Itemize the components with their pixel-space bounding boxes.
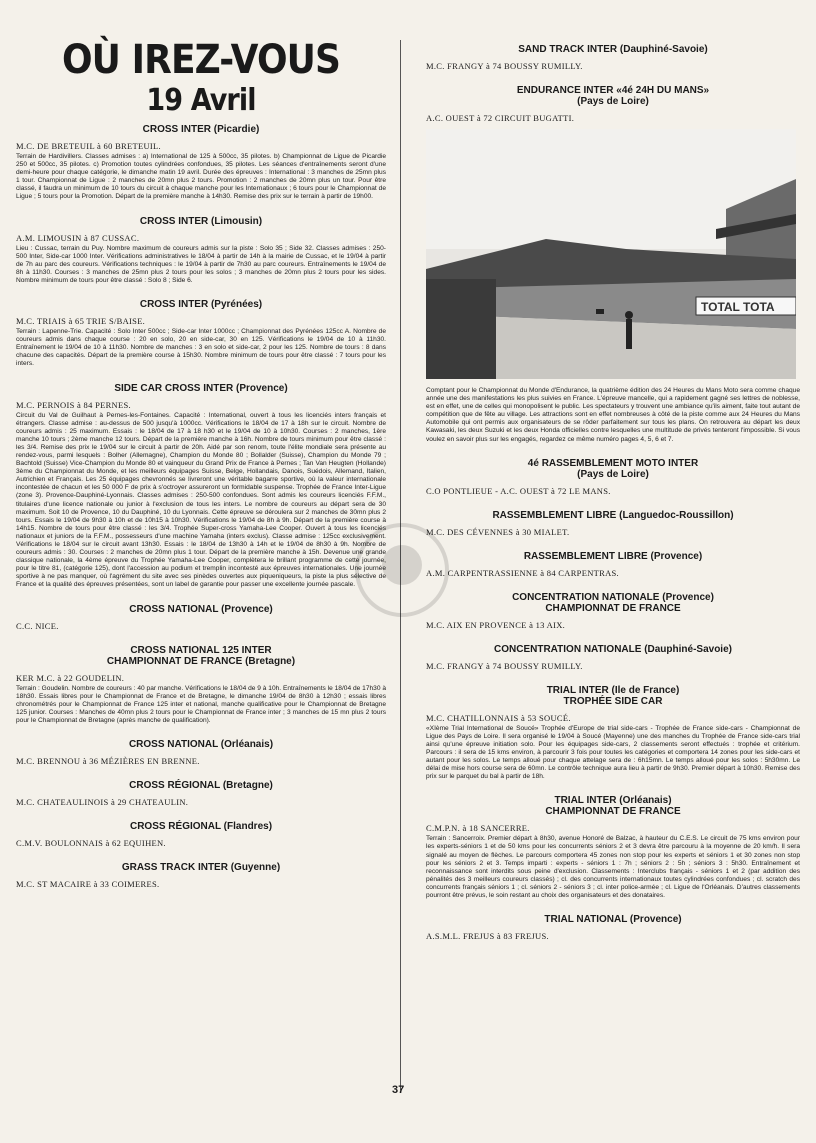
event-title: SAND TRACK INTER (Dauphiné-Savoie) [518, 44, 708, 55]
event-heading [426, 44, 800, 55]
left-column [16, 36, 386, 891]
event-details: Terrain : Goudelin. Nombre de coureurs : 40 par manche. Vérifications le 18/04 de 9 à 10h. Entraînements le 18/04 de 17h30 à 18h30. Essais libres pour le Championnat de France et de Bretagne, le dimanche 19/04 de 8h30 à 12h30 ; essais libres chronométrés pour le Championnat de France 125 inter et national, manche qualificative pour le Championnat de Bretagne 125 junior. Courses : Manches de 40mn plus 2 tours pour le Championnat de France inter ; 3 manches de 15 mn plus 2 tours pour le Championnat de Bretagne (après manche de qualification). [16, 684, 386, 724]
event-subtitle: TROPHÉE SIDE CAR [563, 695, 663, 707]
event-title: TRIAL NATIONAL (Provence) [544, 914, 682, 926]
event-heading [426, 551, 800, 562]
organizer-club: A.M. CARPENTRASSIENNE à 84 CARPENTRAS. [426, 567, 619, 578]
event-title: GRASS TRACK INTER (Guyenne) [121, 862, 281, 874]
organizer-club: M.C. DE BRETEUIL à 60 BRETEUIL. [16, 141, 161, 151]
event-entry [426, 458, 800, 496]
event-title: RASSEMBLEMENT LIBRE (Languedoc-Roussillon) [492, 509, 734, 521]
watermark-stamp [352, 520, 452, 620]
organizer-club: M.C. BRENNOU à 36 MÉZIÈRES EN BRENNE. [16, 756, 200, 767]
event-entry [16, 383, 386, 590]
photo-article: Comptant pour le Championnat du Monde d'Endurance, la quatrième édition des 24 Heures du Mans Moto sera comme chaque année une des manifestations les plus suivies en France. L'épreuve mancelle, qui a rapidement gagné ses lettres de noblesse, est en effet, une de celles qui monopolisent le public. Les spectateurs y trouvent une ambiance qu'ils aiment, faite tout autant de compétition que de fête au village. Les attractions sont en effet nombreuses à côté de la piste comme aux 24 Heures du Mans Automobile qui ont permis aux organisateurs de se rôder parfaitement sur tous les plans. On retrouvera au départ les deux Kawasaki, les deux Suzuki et les deux Honda officielles contre lesquelles une multitude de privés tenteront l'impossible. Si vous voulez en savoir plus sur les engagés, regardez ce même numéro pages 4, 5, 6 et 7. [426, 387, 800, 443]
event-heading [426, 795, 800, 817]
event-subtitle: CHAMPIONNAT DE FRANCE (Bretagne) [106, 655, 296, 667]
event-heading [426, 510, 800, 521]
event-title: TRIAL INTER (Ile de France) [546, 684, 680, 696]
event-title: SIDE CAR CROSS INTER (Provence) [114, 382, 288, 394]
event-title: CROSS INTER (Limousin) [139, 215, 263, 227]
event-details: Terrain : Lapenne-Trie. Capacité : Solo Inter 500cc ; Side-car Inter 1000cc ; Championnat des Pyrénées 125cc A. Nombre de coureurs admis dans chaque course : 20 en solo, 20 en side-car, 30 en 125. Vérifications le 19/04 de 10 à 11h30. Entraînement le 19/04 de 10 à 11h30. Nombre de manches : 3 en solo et side-car, 2 pour les 125. Nombre de tours : 8 dans chacune des capacités. Départ de la première course à 15h30. Nombre minimum de tours pour être classé : 7 tours pour les inters. [16, 328, 386, 368]
event-entry [426, 44, 800, 71]
event-entry [426, 85, 800, 123]
event-heading [426, 685, 800, 707]
event-title: RASSEMBLEMENT LIBRE (Provence) [523, 550, 703, 562]
organizer-club: M.C. TRIAIS à 65 TRIE S/BAISE. [16, 316, 146, 327]
event-heading [426, 85, 800, 107]
organizer-club: M.C. ST MACAIRE à 33 COIMERES. [16, 879, 160, 890]
event-entry [426, 914, 800, 941]
organizer-club: KER M.C. à 22 GOUDELIN. [16, 672, 125, 683]
event-title: TRIAL INTER (Orléanais) [554, 795, 672, 807]
event-details: Terrain de Hardivillers. Classes admises : a) International de 125 à 500cc, 35 pilotes. b) Championnat de Ligue de Picardie 250 et 500cc, 35 pilotes. c) Promotion toutes cylindrées confondues, 35 pilotes. Les séances d'entraînements seront d'une demi-heure pour chaque catégorie, le dimanche matin 19 avril. Durée des épreuves : International : 3 manches de 25mn plus 1 tour. Championnat de Ligue : 2 manches de 20mn plus 2 tours. Promotion : 2 manches de 20mn plus un tour. Pour être classé, il faudra un minimum de 10 tours du circuit à chaque manche pour les Internationaux ; 6 tours pour le Championnat de Ligue ; 5 tours pour la Promotion. Départ de la première manche à 14h30. Remise des prix sur le terrain à partir de 19h00. [16, 153, 386, 201]
event-heading [16, 216, 386, 227]
event-entry [16, 645, 386, 725]
event-heading [426, 644, 800, 655]
event-heading [16, 299, 386, 310]
event-entry [16, 604, 386, 631]
event-entry [16, 124, 386, 202]
organizer-club: A.M. LIMOUSIN à 87 CUSSAC. [16, 232, 140, 243]
event-heading [16, 821, 386, 832]
event-entry [426, 551, 800, 578]
event-heading [426, 458, 800, 480]
event-details: Circuit du Val de Guilhaut à Pernes-les-Fontaines. Capacité : International, ouvert à tous les licenciés inters français et étrangers. Classe admise : au-dessus de 500 jusqu'à 1000cc. Vérifications le 18/04 de 17 à 18h sur le circuit. Nombre de coureurs admis : 25 maximum. Essais : le 18/04 de 17 à 18 h30 et le 19/04 de 10 à 10h30. Courses : 2 manches, 1ère manche 10 tours ; 2ème manche 12 tours. Départ de la première manche à 16h. Nombre de tours minimum pour être classé : les 3/4. Remise des prix le 19/04 sur le circuit à partir de 20h. Aidé par son renom, toute l'élite mondiale sera présente au rendez-vous, parmi lesquels : Bolher (Allemagne), Champion du Monde 80 ; Bollalder (Suisse), Champion du Monde 79 ; Bachtold (Suisse) Vice-Champion du Monde 80 et vainqueur du Grand Prix de France à Pernes ; Tan Van Heugten (Hollande) 3ème du Championnat du Monde, et les meilleurs équipages Suisse, Belge, Hollandais, Danois, Suédois, Allemand, Italien, Autrichien et Français. Les 25 équipages chevronnés se livreront une véritable bagarre sportive, où la valeur internationale incontestée de chacun et les 50 000 F de prix à s'octroyer assureront un formidable suspense. Trophée de France Inter-Ligue (zone 3). Provence-Dauphiné-Lyonnais. Classes admises : 250-500 confondues. Sont admis les coureurs licenciés F.F.M., titulaires d'une licence nationale ou junior à l'exclusion de tous les inters. Le nombre de coureurs au départ sera de 30 maximum. Soit 10 de Provence, 10 du Dauphiné, 10 du Lyonnais. Cette épreuve se déroulera sur 2 manches de 30mn plus 2 tours. Essais le 19/04 de 9h30 à 10h et de 10h15 à 10h30. Vérifications le 19/04 de 8h à 9h. Départ de la première course à 14h15. Nombre de tours pour être classé : les 3/4. Trophée Super-cross Yamaha-Lee Cooper. Ouvert à tous les licenciés nationaux et juniors de la F.F.M., possesseurs d'une machine Yamaha (inters exclus). Classe admise : 125cc exclusivement. Vérifications le 18/04 sur le circuit avant 13h30. Essais : le 18/04 de 13h30 à 14h et le 19/04 de 8h30 à 9h. Nombre de coureurs admis : 30. Courses : 2 manches de 20mn plus 1 tour. Départ de la première manche à 15h. Devenue une grande classique nationale, la 4ème épreuve du Trophée Yamaha-Lee Cooper, complètera le brillant programme de cette journée, pour le titre 81, (catégorie 125), dont l'accession au podium et tremplin incontesté aux épreuves internationales. Une journée sportive à ne pas manquer, où l'agrément du site avec ses pinèdes ouvertes aux piqueniqueurs, la piste la plus sélective de France et la qualité des épreuves présentées, sont un label de garantie pour passer une excellente journée pascale. [16, 411, 386, 589]
event-subtitle: (Pays de Loire) [577, 96, 649, 107]
race-photo [426, 129, 796, 379]
event-title: 4é RASSEMBLEMENT MOTO INTER [527, 457, 699, 469]
event-subtitle: (Pays de Loire) [577, 468, 649, 480]
event-heading [16, 739, 386, 750]
event-title: CONCENTRATION NATIONALE (Dauphiné-Savoie) [494, 643, 732, 655]
event-entry [426, 795, 800, 900]
event-entry [16, 862, 386, 889]
event-title: CROSS RÉGIONAL (Bretagne) [129, 780, 273, 792]
event-title: CROSS INTER (Pyrénées) [139, 299, 263, 311]
event-entry [16, 216, 386, 285]
event-title: CROSS NATIONAL (Provence) [129, 603, 273, 615]
event-subtitle: CHAMPIONNAT DE FRANCE [545, 602, 681, 614]
sponsor-banner-text: TOTAL TOTA [701, 300, 775, 314]
right-top-events [426, 44, 800, 123]
event-title: CROSS NATIONAL (Orléanais) [128, 739, 274, 751]
event-details: Lieu : Cussac, terrain du Puy. Nombre maximum de coureurs admis sur la piste : Solo 35 ; Side 32. Classes admises : 250-500 Inter, Side-car 1000 Inter. Vérifications administratives le 18/04 à partir de 14h à la mairie de Cussac, et le 19/04 à partir de 7h au parc des coureurs. Vérifications techniques : le 19/04 à partir de 7h30 au parc coureurs. Entraînements le 19/04 de 8h à 11h30. Courses : 3 manches de 25mn plus 2 tours pour les solos ; 3 manches de 20mn plus 2 tours pour les sides. Nombre minimum de tours pour être classé : Solo 8 ; Side 6. [16, 244, 386, 284]
event-entry [16, 299, 386, 368]
event-entry [16, 739, 386, 766]
page-date: 19 Avril [146, 83, 256, 118]
event-title: CROSS INTER (Picardie) [142, 124, 260, 135]
event-entry [426, 685, 800, 782]
event-title: CONCENTRATION NATIONALE (Provence) [512, 591, 714, 603]
page-number: 37 [392, 1084, 405, 1096]
event-title: CROSS RÉGIONAL (Flandres) [129, 821, 273, 833]
event-heading [426, 914, 800, 925]
organizer-club: M.C. FRANGY à 74 BOUSSY RUMILLY. [426, 61, 583, 71]
event-entry [426, 592, 800, 630]
event-heading [16, 862, 386, 873]
organizer-club: C.M.P.N. à 18 SANCERRE. [426, 823, 530, 834]
organizer-club: C.O PONTLIEUE - A.C. OUEST à 72 LE MANS. [426, 485, 611, 496]
organizer-club: A.C. OUEST à 72 CIRCUIT BUGATTI. [426, 113, 575, 123]
organizer-club: M.C. CHATEAULINOIS à 29 CHATEAULIN. [16, 797, 189, 808]
event-heading [16, 604, 386, 615]
event-title: ENDURANCE INTER «4é 24H DU MANS» [516, 85, 710, 96]
organizer-club: M.C. AIX EN PROVENCE à 13 AIX. [426, 619, 566, 630]
event-heading [16, 645, 386, 667]
page-title: OÙ IREZ-VOUS [61, 37, 341, 83]
organizer-club: C.C. NICE. [16, 620, 59, 631]
event-subtitle: CHAMPIONNAT DE FRANCE [545, 806, 681, 818]
organizer-club: M.C. PERNOIS à 84 PERNES. [16, 399, 131, 410]
left-events [16, 124, 386, 889]
event-entry [426, 510, 800, 537]
organizer-club: M.C. FRANGY à 74 BOUSSY RUMILLY. [426, 660, 583, 671]
organizer-club: C.M.V. BOULONNAIS à 62 EQUIHEN. [16, 838, 166, 849]
event-heading [426, 592, 800, 614]
organizer-club: M.C. DES CÉVENNES à 30 MIALET. [426, 526, 570, 537]
event-title: CROSS NATIONAL 125 INTER [130, 644, 272, 656]
event-entry [16, 780, 386, 807]
organizer-club: M.C. CHATILLONNAIS à 53 SOUCÉ. [426, 712, 571, 723]
event-entry [16, 821, 386, 848]
event-heading [16, 383, 386, 394]
right-column [426, 36, 800, 943]
event-details: «XIème Trial International de Soucé» Trophée d'Europe de trial side-cars - Trophée de France side-cars - Championnat de Ligue des Pays de Loire. Il sera organisé le 19/04 à Soucé (Mayenne) une des manches du Trophée de France side-cars trial ainsi qu'une épreuve initiation solo. Pour les équipages side-cars, 2 classements seront effectués : trophée et critérium. Parcours : il sera de 15 kms environ, à parcourir 3 fois pour toutes les catégories et comportera 14 zones pour les side-cars et autant pour les solos. Le temps alloué pour chaque attelage sera de : 6h15mn. Le temps alloué pour les solos : 5h30mn. Le délai de mise hors course sera de 60mn. Le contrôle technique aura lieu à partir de 9h30. Premier départ à 10h30. Remise des prix sur le parquet du bal à partir de 18h. [426, 724, 800, 781]
event-entry [426, 644, 800, 671]
event-heading [16, 780, 386, 791]
organizer-club: A.S.M.L. FREJUS à 83 FREJUS. [426, 931, 549, 942]
right-bottom-events [426, 458, 800, 941]
event-details: Terrain : Sancerroix. Premier départ à 8h30, avenue Honoré de Balzac, à hauteur du C.E.S. Le circuit de 75 kms environ pour les experts-séniors 1 et de 50 kms pour les concurrents séniors 2 et 3 devra être parcouru à la moyenne de 20 km/h. Il sera signalé au moyen de flèches. Le parcours comportera 45 zones non stop pour les experts et séniors 1 et 30 zones non stop pour les séniors 2 et 3. Temps imparti : experts - séniors 1 : 7h ; séniors 2 : 5h ; séniors 3 : 5h30. Entraînement et reconnaissance sont interdits sous peine d'exclusion. Classements : Interclubs français - séniors 1 et 2 (par addition des pénalités des 3 meilleurs coureurs classés) ; cl. des concurrents internationaux toutes cylindrées confondues ; cl. scratch des concurrents français séniors 1 ; cl. séniors 2 - séniors 3 ; cl. inter police-armée ; cl. Ligue de l'Orléanais. D'autres classements pourront être prévus, le soin restant au choix des organisateurs et des donataires. [426, 835, 800, 899]
event-heading [16, 124, 386, 135]
